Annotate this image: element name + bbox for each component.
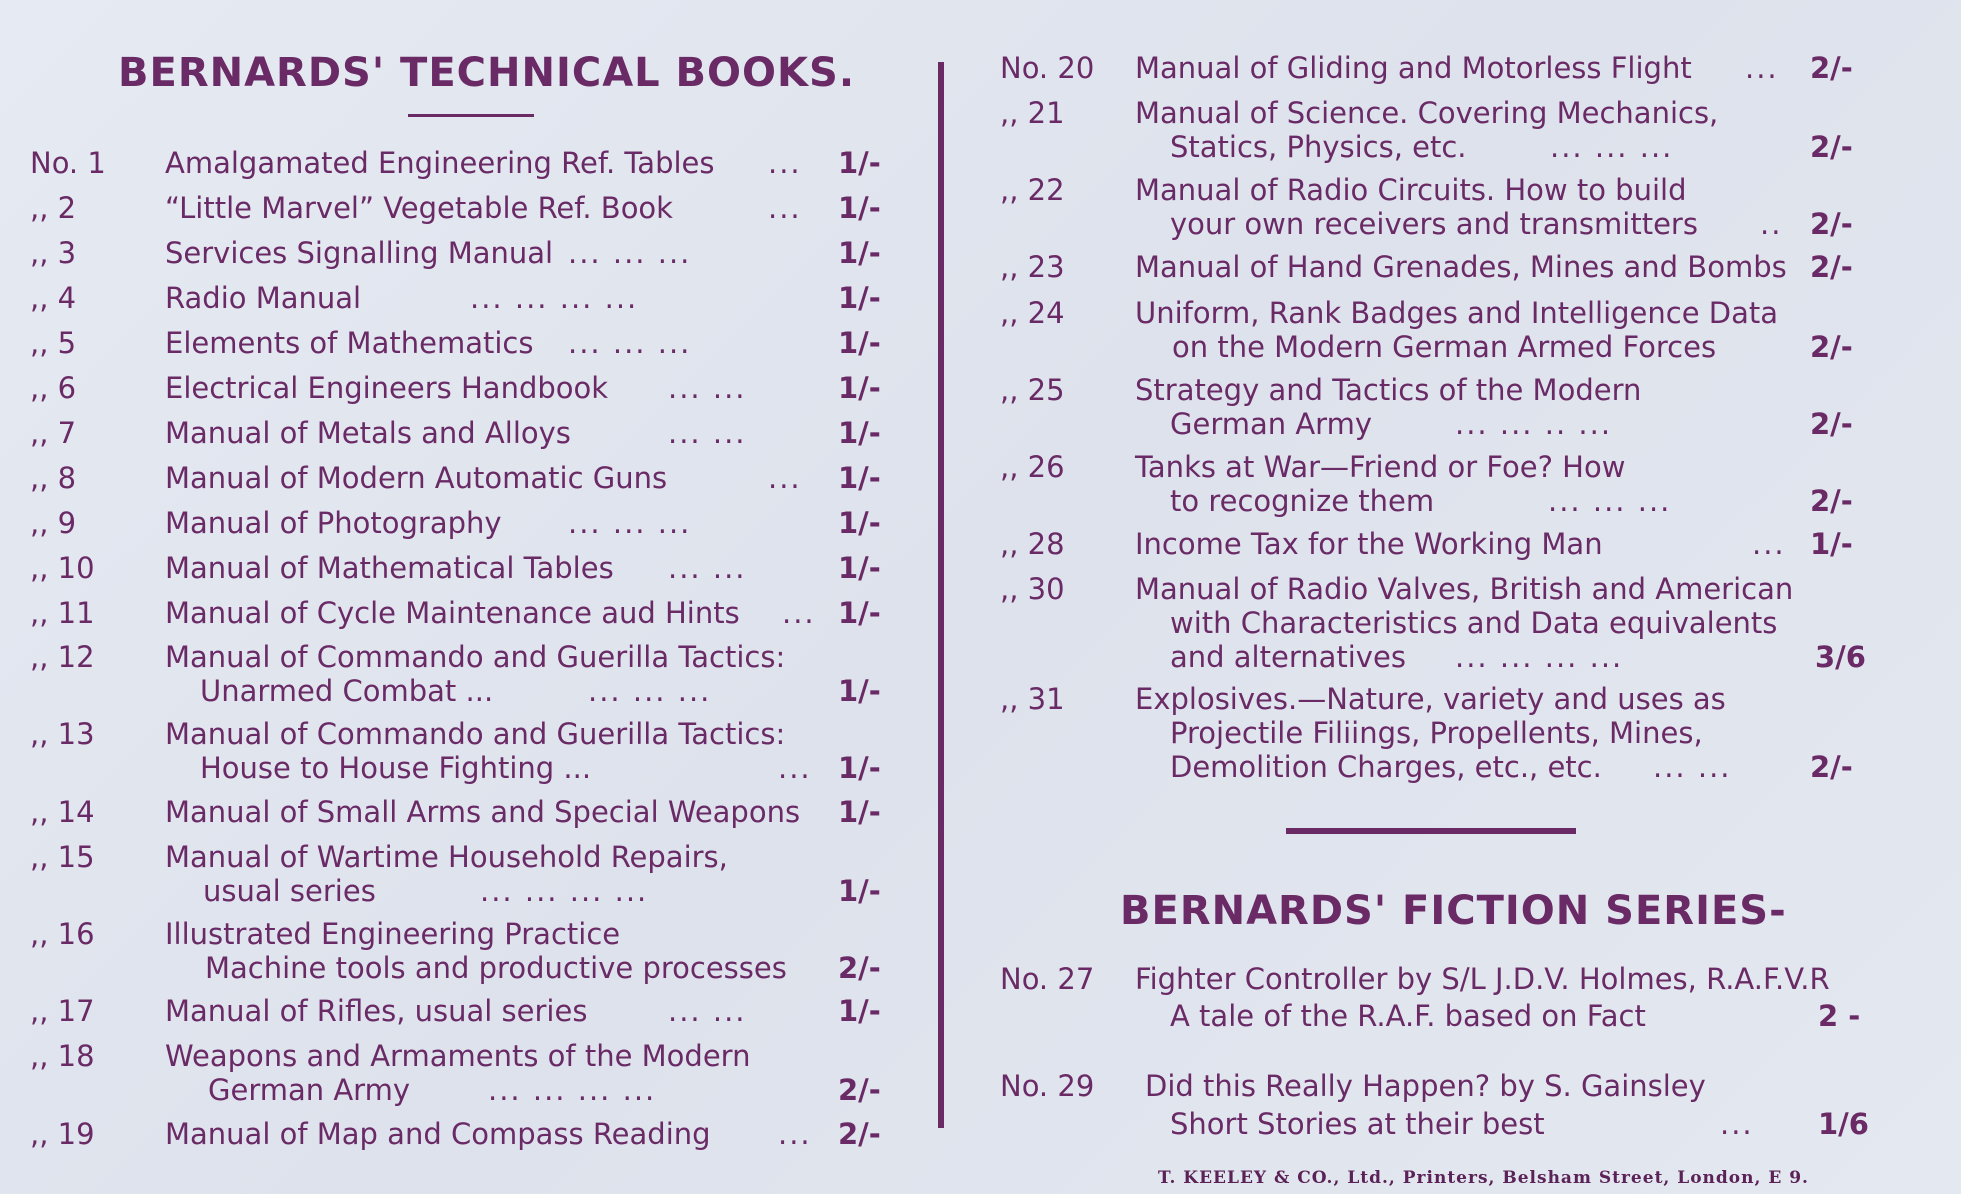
book-number: ,, 2 — [30, 191, 77, 225]
book-number: ,, 3 — [30, 236, 77, 270]
book-price: 1/- — [1810, 527, 1853, 561]
leader-dots: ... ... — [668, 551, 747, 585]
book-number: ,, 11 — [30, 596, 95, 630]
book-price: 2/- — [1810, 330, 1853, 364]
leader-dots: ... ... — [1653, 750, 1732, 784]
leader-dots: ... ... — [668, 371, 747, 405]
leader-dots: ... — [782, 596, 816, 630]
book-price: 1/- — [838, 751, 881, 785]
book-title: Amalgamated Engineering Ref. Tables — [165, 146, 715, 180]
book-title: Manual of Science. Covering Mechanics, — [1135, 96, 1719, 130]
book-number: ,, 30 — [1000, 572, 1065, 606]
book-subtitle: usual series — [203, 874, 376, 908]
column-divider — [938, 62, 944, 1128]
book-subtitle: on the Modern German Armed Forces — [1172, 330, 1717, 364]
leader-dots: ... — [778, 1117, 812, 1151]
book-price: 2/- — [1810, 484, 1853, 518]
book-subtitle-line3: and alternatives — [1170, 640, 1406, 674]
leader-dots: ... ... — [668, 994, 747, 1028]
book-price: 1/- — [838, 795, 881, 829]
book-price: 1/- — [838, 236, 881, 270]
book-number: No. 29 — [1000, 1069, 1095, 1103]
book-price: 2/- — [1810, 750, 1853, 784]
leader-dots: ... — [768, 191, 802, 225]
book-price: 2/- — [838, 1073, 881, 1107]
leader-dots: ... ... ... — [1550, 130, 1674, 164]
book-number: ,, 14 — [30, 795, 95, 829]
book-title: Fighter Controller by S/L J.D.V. Holmes, R.A.F.V.R — [1135, 962, 1830, 996]
book-price: 2/- — [1810, 250, 1853, 284]
book-number: ,, 8 — [30, 461, 77, 495]
book-number: ,, 17 — [30, 994, 95, 1028]
book-price: 2/- — [1810, 130, 1853, 164]
book-number: ,, 10 — [30, 551, 95, 585]
book-price: 1/- — [838, 994, 881, 1028]
book-number: ,, 4 — [30, 281, 77, 315]
leader-dots: ... ... ... ... — [480, 874, 649, 908]
book-title: Manual of Hand Grenades, Mines and Bombs — [1135, 250, 1787, 284]
book-title: Manual of Cycle Maintenance aud Hints — [165, 596, 740, 630]
leader-dots: ... — [1720, 1107, 1754, 1141]
book-price: 2/- — [838, 951, 881, 985]
leader-dots: ... ... ... ... — [488, 1073, 657, 1107]
book-number: ,, 16 — [30, 917, 95, 951]
book-number: ,, 25 — [1000, 373, 1065, 407]
book-number: ,, 5 — [30, 326, 77, 360]
book-title: Manual of Modern Automatic Guns — [165, 461, 668, 495]
book-title: Strategy and Tactics of the Modern — [1135, 373, 1642, 407]
book-subtitle: House to House Fighting ... — [200, 751, 592, 785]
leader-dots: ... ... ... — [568, 236, 692, 270]
heading-underline — [408, 114, 534, 117]
book-number: No. 1 — [30, 146, 106, 180]
book-title: Manual of Radio Circuits. How to build — [1135, 173, 1687, 207]
book-number: No. 20 — [1000, 51, 1095, 85]
book-title: Electrical Engineers Handbook — [165, 371, 609, 405]
book-subtitle: Unarmed Combat ... — [200, 674, 494, 708]
leader-dots: ... ... ... — [588, 674, 712, 708]
book-price: 2/- — [1810, 207, 1853, 241]
printer-imprint: T. KEELEY & CO., Ltd., Printers, Belsham Street, London, E 9. — [1158, 1168, 1809, 1188]
book-title: Manual of Small Arms and Special Weapons — [165, 795, 801, 829]
book-price: 1/- — [838, 506, 881, 540]
leader-dots: ... ... ... ... — [470, 281, 639, 315]
leader-dots: ... ... ... — [568, 506, 692, 540]
book-subtitle: with Characteristics and Data equivalents — [1170, 606, 1778, 640]
book-price: 2/- — [1810, 407, 1853, 441]
book-price: 1/6 — [1818, 1107, 1869, 1141]
book-price: 2/- — [1810, 51, 1853, 85]
book-price: 1/- — [838, 416, 881, 450]
leader-dots: ... ... — [668, 416, 747, 450]
book-title: Tanks at War—Friend or Foe? How — [1135, 450, 1626, 484]
book-number: ,, 31 — [1000, 682, 1065, 716]
book-subtitle: German Army — [208, 1073, 411, 1107]
book-number: ,, 9 — [30, 506, 77, 540]
book-subtitle: German Army — [1170, 407, 1373, 441]
book-number: ,, 15 — [30, 840, 95, 874]
book-subtitle: your own receivers and transmitters — [1170, 207, 1698, 241]
book-number: ,, 18 — [30, 1039, 95, 1073]
book-number: ,, 19 — [30, 1117, 95, 1151]
book-title: Manual of Gliding and Motorless Flight — [1135, 51, 1692, 85]
book-subtitle: A tale of the R.A.F. based on Fact — [1170, 999, 1646, 1033]
leader-dots: ... — [1752, 527, 1786, 561]
book-subtitle: Statics, Physics, etc. — [1170, 130, 1467, 164]
book-price: 1/- — [838, 551, 881, 585]
book-price: 2 - — [1818, 999, 1861, 1033]
book-number: ,, 7 — [30, 416, 77, 450]
book-price: 1/- — [838, 191, 881, 225]
book-number: ,, 24 — [1000, 296, 1065, 330]
book-title: Manual of Metals and Alloys — [165, 416, 571, 450]
book-subtitle: Projectile Filiings, Propellents, Mines, — [1170, 716, 1703, 750]
book-subtitle: Machine tools and productive processes — [205, 951, 787, 985]
book-number: No. 27 — [1000, 962, 1095, 996]
book-subtitle: Short Stories at their best — [1170, 1107, 1545, 1141]
book-number: ,, 6 — [30, 371, 77, 405]
leader-dots: ... ... .. ... — [1455, 407, 1613, 441]
leader-dots: ... — [768, 146, 802, 180]
leader-dots: .. — [1760, 207, 1783, 241]
section-double-rule — [1286, 828, 1576, 834]
book-title: Manual of Photography — [165, 506, 502, 540]
book-number: ,, 22 — [1000, 173, 1065, 207]
book-number: ,, 21 — [1000, 96, 1065, 130]
book-title: “Little Marvel” Vegetable Ref. Book — [165, 191, 673, 225]
book-subtitle-line3: Demolition Charges, etc., etc. — [1170, 750, 1602, 784]
book-title: Manual of Commando and Guerilla Tactics: — [165, 640, 786, 674]
book-price: 1/- — [838, 674, 881, 708]
fiction-series-heading: BERNARDS' FICTION SERIES- — [1120, 888, 1787, 934]
book-title: Manual of Mathematical Tables — [165, 551, 614, 585]
book-number: ,, 12 — [30, 640, 95, 674]
book-price: 3/6 — [1815, 640, 1866, 674]
book-price: 1/- — [838, 281, 881, 315]
leader-dots: ... — [778, 751, 812, 785]
technical-books-heading: BERNARDS' TECHNICAL BOOKS. — [118, 50, 856, 96]
book-price: 1/- — [838, 461, 881, 495]
book-subtitle: to recognize them — [1170, 484, 1435, 518]
book-price: 2/- — [838, 1117, 881, 1151]
book-title: Explosives.—Nature, variety and uses as — [1135, 682, 1726, 716]
book-title: Radio Manual — [165, 281, 362, 315]
book-title: Manual of Map and Compass Reading — [165, 1117, 711, 1151]
book-number: ,, 26 — [1000, 450, 1065, 484]
book-price: 1/- — [838, 146, 881, 180]
book-title: Manual of Radio Valves, British and American — [1135, 572, 1794, 606]
book-title: Elements of Mathematics — [165, 326, 534, 360]
book-title: Weapons and Armaments of the Modern — [165, 1039, 751, 1073]
leader-dots: ... ... ... — [1548, 484, 1672, 518]
book-price: 1/- — [838, 371, 881, 405]
book-number: ,, 13 — [30, 717, 95, 751]
book-number: ,, 28 — [1000, 527, 1065, 561]
book-title: Illustrated Engineering Practice — [165, 917, 621, 951]
book-price: 1/- — [838, 874, 881, 908]
book-price: 1/- — [838, 326, 881, 360]
book-title: Uniform, Rank Badges and Intelligence Data — [1135, 296, 1779, 330]
book-title: Manual of Wartime Household Repairs, — [165, 840, 728, 874]
book-price: 1/- — [838, 596, 881, 630]
book-title: Did this Really Happen? by S. Gainsley — [1145, 1069, 1706, 1103]
book-title: Manual of Rifles, usual series — [165, 994, 588, 1028]
leader-dots: ... ... ... ... — [1455, 640, 1624, 674]
leader-dots: ... — [768, 461, 802, 495]
leader-dots: ... ... ... — [568, 326, 692, 360]
leader-dots: ... — [1745, 51, 1779, 85]
book-number: ,, 23 — [1000, 250, 1065, 284]
book-title: Services Signalling Manual — [165, 236, 554, 270]
book-title: Income Tax for the Working Man — [1135, 527, 1603, 561]
book-title: Manual of Commando and Guerilla Tactics: — [165, 717, 786, 751]
